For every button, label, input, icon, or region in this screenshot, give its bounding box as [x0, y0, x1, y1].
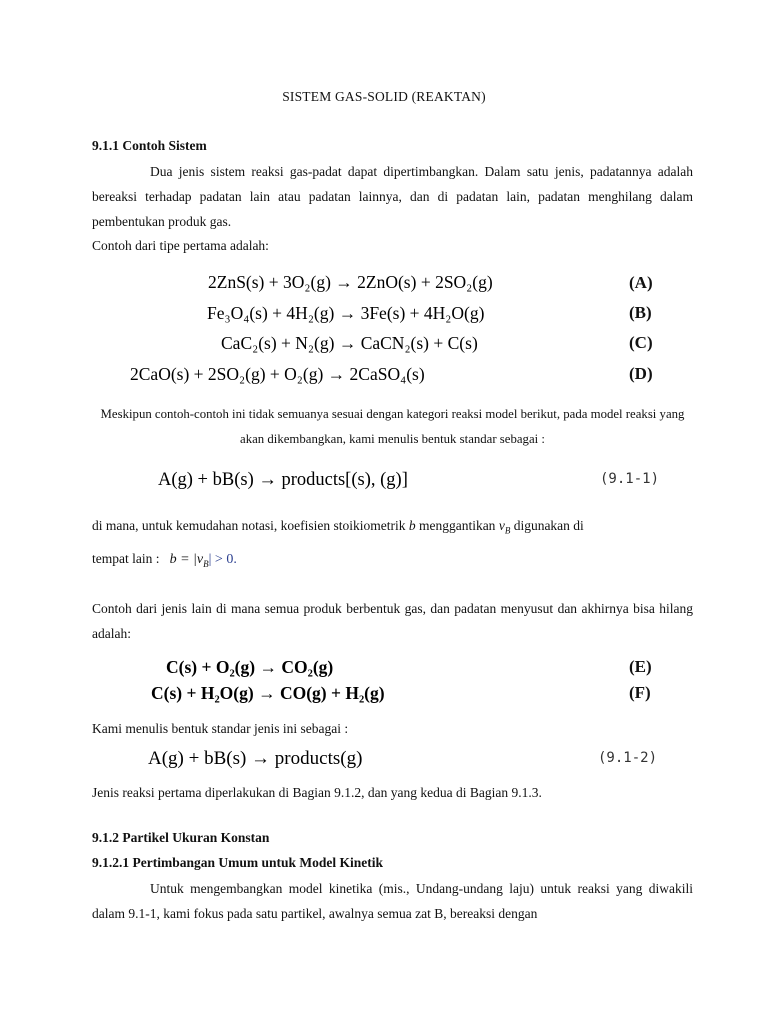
equation-d: 2CaO(s) + 2SO₂(g) + O₂(g) → 2CaSO₄(s) [130, 364, 425, 384]
inline-math-b [170, 552, 237, 567]
equation-c-tag: (C) [629, 333, 653, 352]
equation-number-912: (9.1-2) [598, 750, 658, 766]
standard-form-1: A(g) + bB(s) → products[(s), (g)] [158, 470, 408, 490]
equation-d-tag: (D) [629, 364, 653, 383]
notation-v-sub: B [504, 525, 511, 536]
elsewhere-text: tempat lain : [92, 551, 160, 566]
equation-a: 2ZnS(s) + 3O₂(g) → 2ZnO(s) + 2SO₂(g) [208, 272, 493, 292]
equation-e: C(s) + O₂(g) → CO₂(g) [166, 657, 334, 677]
paragraph-section-refs: Jenis reaksi pertama diperlakukan di Bagian 9.1.2, dan yang kedua di Bagian 9.1.3. [92, 785, 542, 800]
inline-math-sub: B [203, 558, 209, 569]
inline-math-tail: | > 0. [208, 552, 237, 567]
paragraph-standard-form-2: Kami menulis bentuk standar jenis ini sebagai : [92, 721, 349, 736]
equation-f-tag: (F) [629, 683, 651, 702]
equation-f: C(s) + H₂O(g) → CO(g) + H₂(g) [151, 683, 385, 703]
section-heading-911: 9.1.1 Contoh Sistem [92, 138, 207, 153]
paragraph-intro [92, 159, 693, 234]
subsection-heading-9121: 9.1.2.1 Pertimbangan Umum untuk Model Kinetik [92, 855, 384, 870]
inline-math-main: b = |ν [169, 552, 204, 567]
paragraph-kinetic-model [92, 876, 693, 926]
equation-number-911: (9.1-1) [600, 471, 660, 487]
standard-form-2: A(g) + bB(s) → products(g) [148, 748, 363, 769]
equation-b: Fe₃O₄(s) + 4H₂(g) → 3Fe(s) + 4H₂O(g) [207, 303, 485, 323]
paragraph-intro-text: Dua jenis sistem reaksi gas-padat dapat dipertimbangkan. Dalam satu jenis, padatannya adalah bereaksi terhadap padatan lain atau padatan lainnya, dan di padatan lain, padatan menghilang dalam pembentukan produk gas. [92, 164, 693, 229]
notation-text-2: menggantikan [415, 518, 499, 533]
notation-b: b [408, 518, 416, 533]
paragraph-kinetic-model-text: Untuk mengembangkan model kinetika (mis., Undang-undang laju) untuk reaksi yang diwakili dalam 9.1-1, kami fokus pada satu partikel, awalnya semua zat B, bereaksi dengan [92, 881, 693, 921]
notation-text-1: di mana, untuk kemudahan notasi, koefisien stoikiometrik [92, 518, 409, 533]
paragraph-second-type: Contoh dari jenis lain di mana semua produk berbentuk gas, dan padatan menyusut dan akhirnya bisa hilang adalah: [92, 601, 693, 641]
paragraph-model-note: Meskipun contoh-contoh ini tidak semuanya sesuai dengan kategori reaksi model berikut, pada model reaksi yang akan dikembangkan, kami menulis bentuk standar sebagai : [100, 407, 685, 446]
page-title: SISTEM GAS-SOLID (REAKTAN) [282, 89, 486, 104]
equation-b-tag: (B) [629, 303, 652, 322]
notation-v: v [498, 518, 505, 533]
paragraph-elsewhere [92, 551, 237, 569]
paragraph-first-type: Contoh dari tipe pertama adalah: [92, 238, 269, 253]
section-heading-912: 9.1.2 Partikel Ukuran Konstan [92, 830, 270, 845]
notation-text-3: digunakan di [510, 518, 584, 533]
equation-e-tag: (E) [629, 657, 652, 676]
paragraph-notation [92, 518, 584, 536]
equation-c: CaC₂(s) + N₂(g) → CaCN₂(s) + C(s) [221, 333, 478, 353]
equation-a-tag: (A) [629, 273, 653, 292]
